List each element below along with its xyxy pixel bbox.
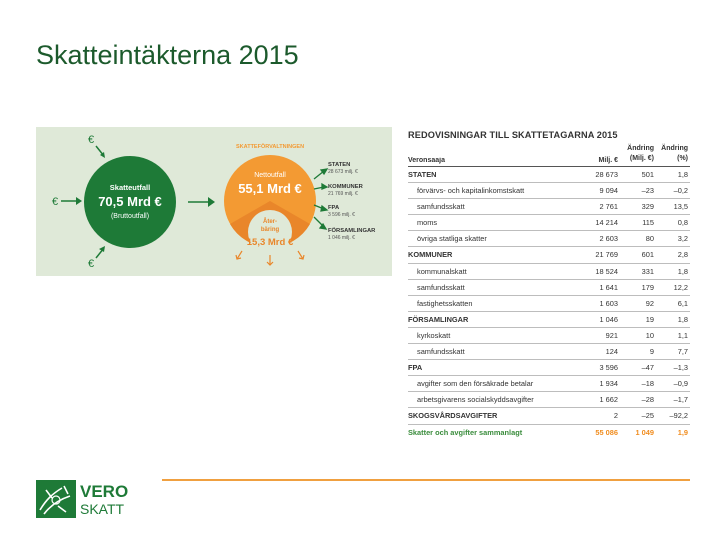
row-change-pct: 7,7 bbox=[677, 347, 688, 357]
row-name: avgifter som den försäkrade betalar bbox=[417, 379, 534, 389]
row-change: –25 bbox=[641, 411, 654, 421]
table-header bbox=[408, 143, 690, 167]
recipient-amount-3: 1 046 milj. € bbox=[328, 235, 355, 241]
recipient-name-0: STATEN bbox=[328, 162, 351, 168]
recipient-name-1: KOMMUNER bbox=[328, 184, 363, 190]
table-title: REDOVISNINGAR TILL SKATTETAGARNA 2015 bbox=[408, 130, 618, 140]
table-row bbox=[408, 312, 690, 328]
row-change-pct: 6,1 bbox=[677, 298, 688, 308]
recipient-name-3: FÖRSAMLINGAR bbox=[328, 228, 376, 234]
row-name: STATEN bbox=[408, 170, 437, 179]
recipient-amount-2: 3 596 milj. € bbox=[328, 212, 355, 218]
row-milj: 921 bbox=[605, 330, 618, 340]
row-name: kyrkoskatt bbox=[417, 330, 451, 340]
row-change-pct: 12,2 bbox=[673, 282, 688, 292]
table-row bbox=[408, 199, 690, 215]
row-milj: 2 603 bbox=[599, 234, 618, 244]
row-name: arbetsgivarens socialskyddsavgifter bbox=[417, 395, 534, 405]
table-row bbox=[408, 296, 690, 312]
row-change: 115 bbox=[642, 218, 654, 228]
row-name: förvärvs- och kapitalinkomstskatt bbox=[417, 186, 525, 196]
row-milj: 3 596 bbox=[599, 363, 618, 373]
row-name: Skatter och avgifter sammanlagt bbox=[408, 427, 523, 437]
arrow-right-icon bbox=[188, 197, 215, 207]
row-change-pct: –1,7 bbox=[673, 395, 688, 405]
row-change: 92 bbox=[645, 298, 654, 308]
euro-arrow-icon-top bbox=[88, 134, 105, 158]
row-change-pct: 0,8 bbox=[677, 218, 688, 228]
row-milj: 9 094 bbox=[599, 186, 618, 196]
logo-line2: SKATT bbox=[80, 501, 125, 517]
tax-distribution-table bbox=[408, 128, 690, 440]
row-name: samfundsskatt bbox=[417, 347, 465, 357]
row-change-pct: 1,8 bbox=[677, 314, 688, 324]
row-milj: 1 934 bbox=[599, 379, 618, 389]
net-label: Nettoutfall bbox=[254, 172, 286, 179]
row-name: kommunalskatt bbox=[417, 266, 467, 276]
row-change: –18 bbox=[641, 379, 654, 389]
euro-arrow-icon-middle bbox=[52, 196, 82, 208]
row-change-pct: 2,8 bbox=[677, 250, 688, 260]
row-milj: 124 bbox=[605, 347, 618, 357]
table-row bbox=[408, 376, 690, 392]
row-name: samfundsskatt bbox=[417, 282, 465, 292]
table-row bbox=[408, 183, 690, 199]
row-change: 329 bbox=[641, 202, 654, 212]
row-name: FPA bbox=[408, 363, 423, 373]
row-change: 10 bbox=[645, 330, 654, 340]
table-body bbox=[408, 167, 690, 440]
row-change-pct: 3,2 bbox=[677, 234, 688, 244]
row-change-pct: –1,3 bbox=[673, 363, 688, 373]
table-row bbox=[408, 167, 690, 183]
row-change: 501 bbox=[641, 170, 654, 179]
row-milj: 1 662 bbox=[599, 395, 618, 405]
row-change: 80 bbox=[645, 234, 654, 244]
refund-label-2: bäring bbox=[260, 227, 280, 233]
row-name: KOMMUNER bbox=[408, 250, 453, 260]
row-name: övriga statliga skatter bbox=[417, 234, 487, 244]
header-milj: Milj. € bbox=[598, 157, 618, 164]
row-change-pct: –92,2 bbox=[669, 411, 688, 421]
table-row bbox=[408, 408, 690, 424]
gross-sub: (Bruttoutfall) bbox=[110, 213, 150, 220]
row-name: SKOGSVÅRDSAVGIFTER bbox=[408, 411, 498, 421]
row-change: –23 bbox=[641, 186, 654, 196]
row-change: 19 bbox=[645, 314, 654, 324]
row-change-pct: 13,5 bbox=[673, 202, 688, 212]
logo-line1: VERO bbox=[80, 482, 129, 501]
row-name: samfundsskatt bbox=[417, 202, 465, 212]
row-change-pct: 1,1 bbox=[677, 330, 688, 340]
vero-skatt-logo bbox=[36, 480, 152, 518]
refund-label-1: Åter- bbox=[262, 219, 278, 225]
gross-label: Skatteutfall bbox=[109, 183, 151, 192]
gross-value: 70,5 Mrd € bbox=[98, 194, 162, 209]
recipient-amount-1: 21 769 milj. € bbox=[328, 191, 358, 197]
tax-flow-infographic bbox=[36, 127, 392, 276]
row-milj: 1 046 bbox=[599, 314, 618, 324]
table-row bbox=[408, 328, 690, 344]
table-row bbox=[408, 215, 690, 231]
row-name: FÖRSAMLINGAR bbox=[408, 314, 469, 324]
row-change-pct: –0,9 bbox=[673, 379, 688, 389]
row-change-pct: 1,8 bbox=[677, 170, 688, 179]
row-name: fastighetsskatten bbox=[417, 298, 473, 308]
slide-title: Skatteintäkterna 2015 bbox=[36, 40, 299, 70]
table-row bbox=[408, 344, 690, 360]
row-name: moms bbox=[417, 218, 438, 228]
header-change-abs-bottom: (Milj. €) bbox=[629, 155, 654, 162]
row-change: 601 bbox=[641, 250, 654, 260]
header-change-pct-bottom: (%) bbox=[677, 155, 688, 162]
header-change-abs-top: Ändring bbox=[627, 145, 654, 152]
row-change: 179 bbox=[641, 282, 654, 292]
net-value: 55,1 Mrd € bbox=[238, 181, 302, 196]
row-change-pct: 1,8 bbox=[677, 266, 688, 276]
svg-text:€: € bbox=[88, 134, 95, 146]
row-milj: 1 641 bbox=[599, 282, 618, 292]
row-change: –47 bbox=[641, 363, 654, 373]
row-milj: 2 761 bbox=[599, 202, 618, 212]
header-change-abs bbox=[618, 144, 654, 164]
table-row bbox=[408, 264, 690, 280]
euro-arrow-icon-bottom bbox=[88, 246, 105, 270]
infographic-graphic bbox=[36, 127, 392, 276]
table-row bbox=[408, 360, 690, 376]
header-change-pct bbox=[654, 144, 688, 164]
row-change: 1 049 bbox=[635, 427, 654, 437]
svg-text:€: € bbox=[52, 196, 59, 208]
table-row bbox=[408, 231, 690, 247]
recipient-name-2: FPA bbox=[328, 205, 340, 211]
svg-text:€: € bbox=[88, 258, 95, 270]
row-change: 9 bbox=[649, 347, 654, 357]
row-change: –28 bbox=[641, 395, 654, 405]
refund-value: 15,3 Mrd € bbox=[246, 237, 294, 248]
row-milj: 21 769 bbox=[595, 250, 618, 260]
table-row bbox=[408, 392, 690, 408]
table-row bbox=[408, 247, 690, 263]
footer-divider bbox=[162, 479, 690, 481]
table-row bbox=[408, 425, 690, 440]
table-row bbox=[408, 280, 690, 296]
header-name: Veronsaaja bbox=[408, 157, 445, 164]
row-milj: 2 bbox=[613, 411, 618, 421]
row-milj: 55 086 bbox=[595, 427, 618, 437]
row-milj: 14 214 bbox=[595, 218, 618, 228]
row-change: 331 bbox=[641, 266, 654, 276]
row-change-pct: –0,2 bbox=[673, 186, 688, 196]
row-milj: 1 603 bbox=[599, 298, 618, 308]
row-milj: 18 524 bbox=[595, 266, 618, 276]
row-milj: 28 673 bbox=[595, 170, 618, 179]
row-change-pct: 1,9 bbox=[677, 427, 688, 437]
agency-label: SKATTEFÖRVALTNINGEN bbox=[236, 144, 305, 150]
recipient-amount-0: 28 673 milj. € bbox=[328, 169, 358, 175]
header-change-pct-top: Ändring bbox=[661, 145, 688, 152]
